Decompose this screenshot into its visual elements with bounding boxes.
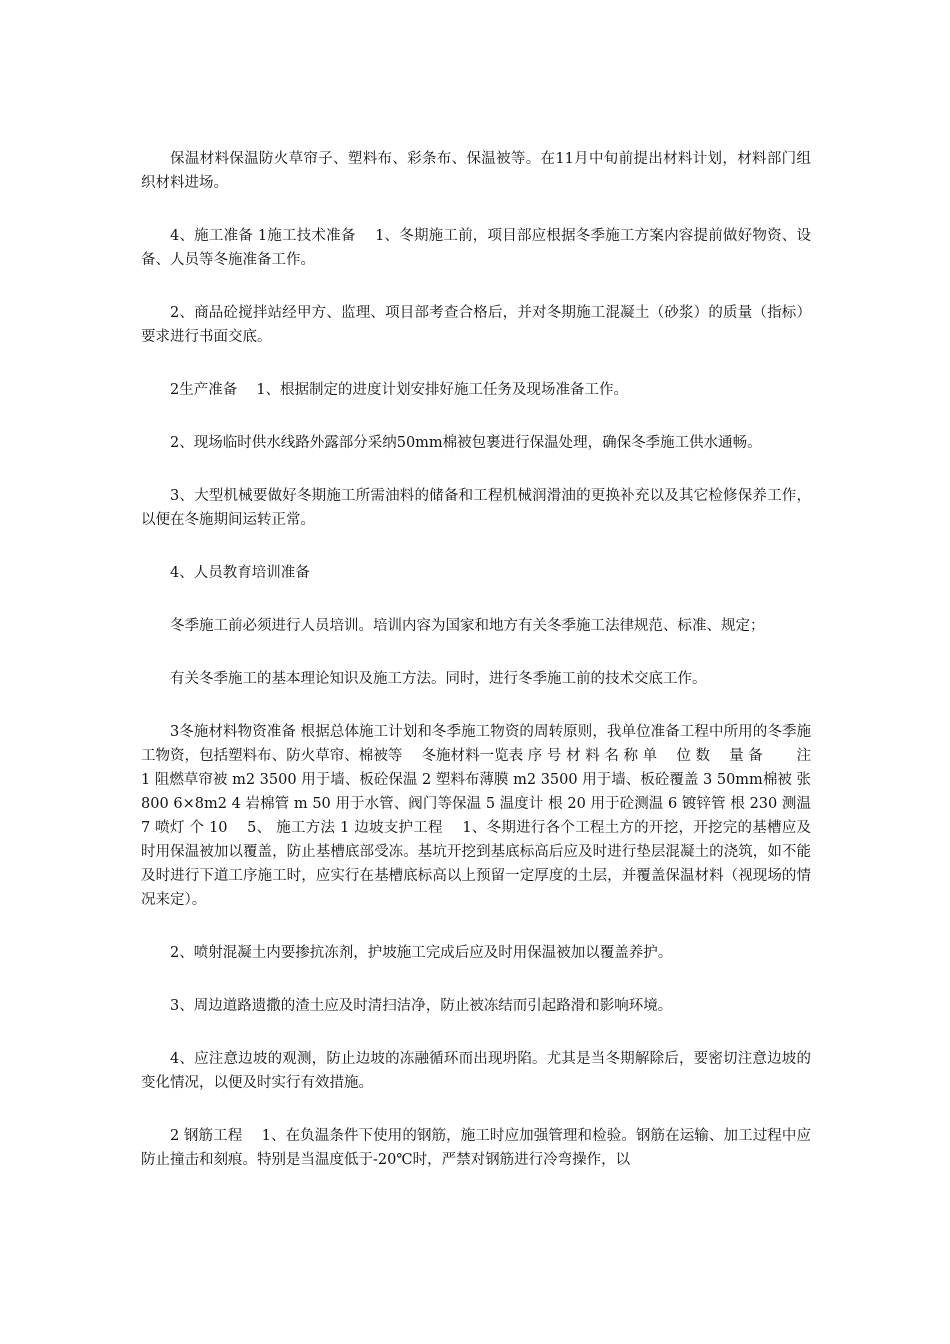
paragraph-insulation-materials: 保温材料保温防火草帘子、塑料布、彩条布、保温被等。在11月中旬前提出材料计划，材料部门组织材料进场。 xyxy=(141,151,811,191)
paragraph-concrete-station: 2、商品砼搅拌站经甲方、监理、项目部考查合格后，并对冬期施工混凝土（砂浆）的质量（指标）要求进行书面交底。 xyxy=(141,305,811,345)
paragraph-training-content: 冬季施工前必须进行人员培训。培训内容为国家和地方有关冬季施工法律规范、标准、规定； xyxy=(170,618,765,634)
paragraph-shotcrete: 2、喷射混凝土内要掺抗冻剂，护坡施工完成后应及时用保温被加以覆盖养护。 xyxy=(170,945,673,961)
paragraph-rebar-works: 2 钢筋工程 1、在负温条件下使用的钢筋，施工时应加强管理和检验。钢筋在运输、加工过程中应防止撞击和刻痕。特别是当温度低于-20℃时，严禁对钢筋进行冷弯操作，以 xyxy=(141,1128,811,1168)
paragraph-machinery: 3、大型机械要做好冬期施工所需油料的储备和工程机械润滑油的更换补充以及其它检修保养工作，以便在冬施期间运转正常。 xyxy=(141,488,811,528)
paragraph-production-prep: 2生产准备 1、根据制定的进度计划安排好施工任务及现场准备工作。 xyxy=(170,382,629,398)
paragraph-training-heading: 4、人员教育培训准备 xyxy=(170,565,310,581)
paragraph-slope-observation: 4、应注意边坡的观测，防止边坡的冻融循环而出现坍陷。尤其是当冬期解除后，要密切注意边坡的变化情况，以便及时实行有效措施。 xyxy=(141,1051,811,1091)
document-body xyxy=(141,147,811,1172)
paragraph-materials-list: 3冬施材料物资准备 根据总体施工计划和冬季施工物资的周转原则，我单位准备工程中所用的冬季施工物资，包括塑料布、防火草帘、棉被等 冬施材料一览表 序 号 材 料 名 称 单 位 数 量 备 注 1 阻燃草帘被 m2 3500 用于墙、板砼保温 2 塑料布薄膜 m2 3500 用于墙、板砼覆盖 3 50mm棉被 张 800 6×8m2 4 岩棉管 m 50 用于水管、阀门等保温 5 温度计 根 20 用于砼测温 6 镀锌管 根 230 测温 7 喷灯 个 10 5、 施工方法 1 边坡支护工程 1、冬期进行各个工程土方的开挖，开挖完的基槽应及时用保温被加以覆盖，防止基槽底部受冻。基坑开挖到基底标高后应及时进行垫层混凝土的浇筑，如不能及时进行下道工序施工时，应实行在基槽底标高以上预留一定厚度的土层，并覆盖保温材料（视现场的情况来定）。 xyxy=(141,724,811,908)
paragraph-road-cleaning: 3、周边道路遗撒的渣土应及时清扫洁净，防止被冻结而引起路滑和影响环境。 xyxy=(170,998,673,1014)
paragraph-construction-prep: 4、施工准备 1施工技术准备 1、冬期施工前，项目部应根据冬季施工方案内容提前做好物资、设备、人员等冬施准备工作。 xyxy=(141,228,811,268)
paragraph-theory: 有关冬季施工的基本理论知识及施工方法。同时，进行冬季施工前的技术交底工作。 xyxy=(170,671,707,687)
paragraph-water-supply: 2、现场临时供水线路外露部分采纳50mm棉被包裹进行保温处理，确保冬季施工供水通畅。 xyxy=(170,435,762,451)
